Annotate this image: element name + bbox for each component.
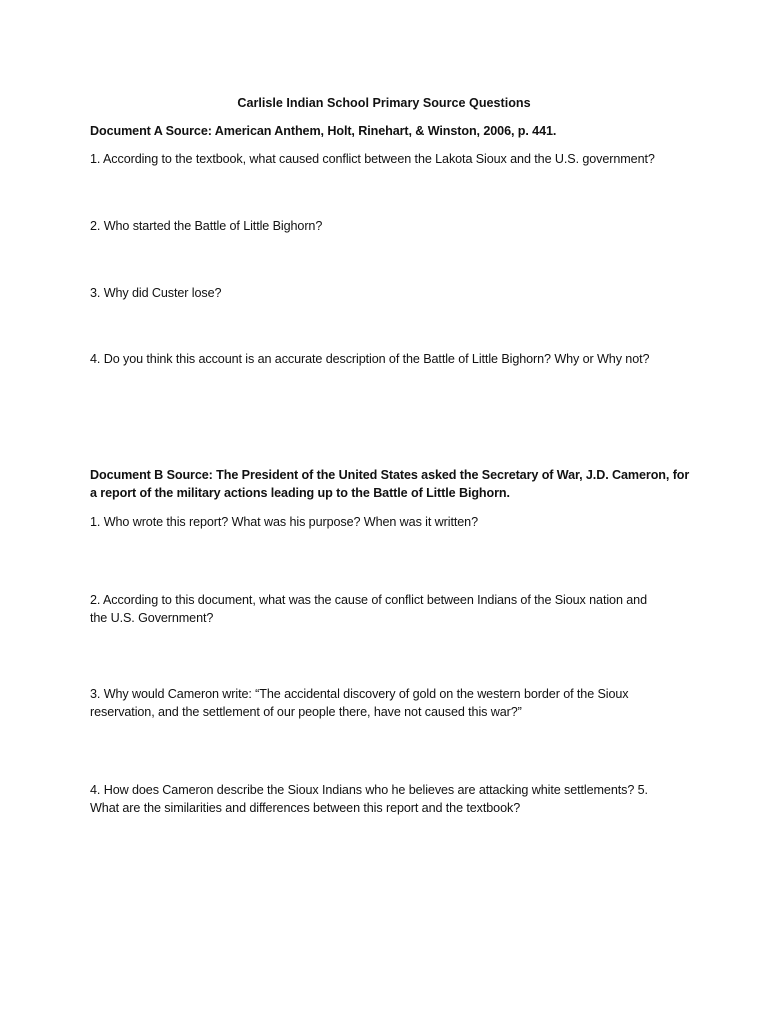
doc-b-question-3-line-2: reservation, and the settlement of our people there, have not caused this war?”	[90, 705, 522, 719]
doc-b-question-4-line-1: 4. How does Cameron describe the Sioux Indians who he believes are attacking white settlements? 5.	[90, 783, 648, 797]
doc-a-question-3: 3. Why did Custer lose?	[90, 286, 222, 300]
doc-b-source-line-1: Document B Source: The President of the United States asked the Secretary of War, J.D. Cameron, for	[90, 468, 690, 482]
doc-b-question-1: 1. Who wrote this report? What was his purpose? When was it written?	[90, 515, 478, 529]
doc-a-question-4: 4. Do you think this account is an accurate description of the Battle of Little Bighorn? Why or Why not?	[90, 352, 650, 366]
doc-a-question-1: 1. According to the textbook, what caused conflict between the Lakota Sioux and the U.S. government?	[90, 152, 655, 166]
doc-b-question-4-line-2: What are the similarities and differences between this report and the textbook?	[90, 801, 521, 815]
document-title: Carlisle Indian School Primary Source Questions	[237, 96, 531, 110]
doc-b-source-line-2: a report of the military actions leading up to the Battle of Little Bighorn.	[90, 486, 510, 500]
doc-b-question-2-line-2: the U.S. Government?	[90, 611, 214, 625]
doc-b-question-2-line-1: 2. According to this document, what was the cause of conflict between Indians of the Sioux nation and	[90, 593, 647, 607]
doc-a-question-2: 2. Who started the Battle of Little Bighorn?	[90, 219, 323, 233]
doc-b-question-3-line-1: 3. Why would Cameron write: “The accidental discovery of gold on the western border of the Sioux	[90, 687, 629, 701]
doc-a-source: Document A Source: American Anthem, Holt, Rinehart, & Winston, 2006, p. 441.	[90, 124, 557, 138]
